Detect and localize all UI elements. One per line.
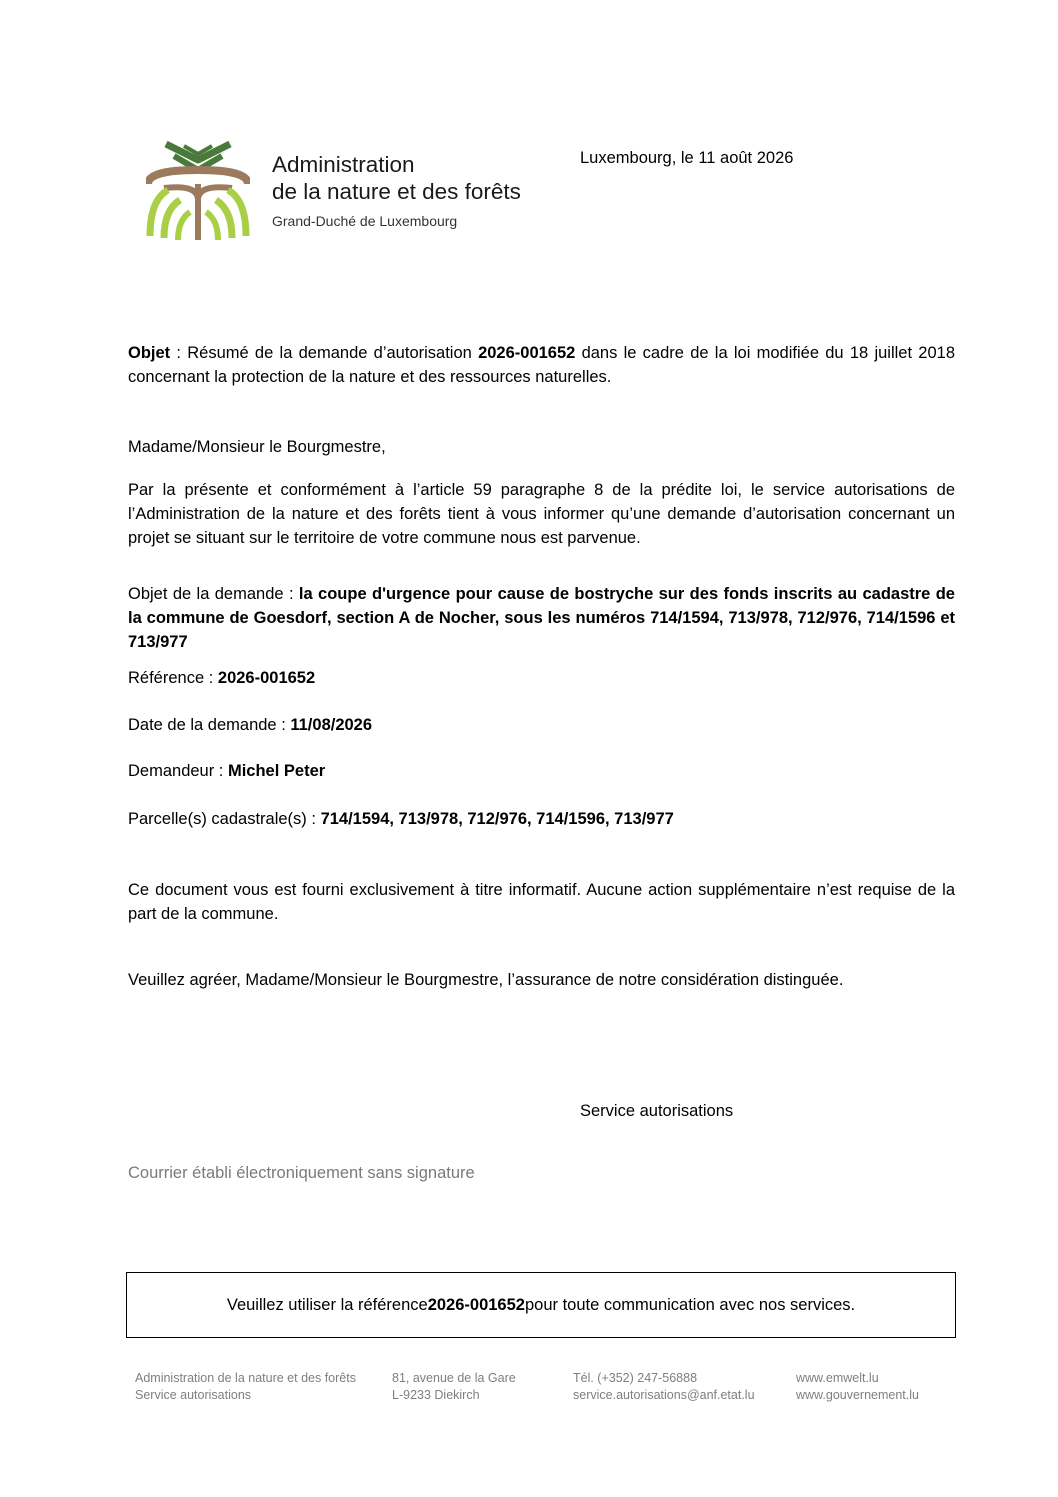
- subject-text-start: Résumé de la demande d’autorisation: [187, 344, 479, 362]
- applicant-value: Michel Peter: [227, 762, 326, 780]
- anf-logo: [146, 140, 250, 244]
- footer-city: L-9233 Diekirch: [392, 1388, 480, 1402]
- reference-label: Référence :: [128, 669, 218, 687]
- reference-value: 2026-001652: [217, 669, 316, 687]
- salutation: Madame/Monsieur le Bourgmestre,: [128, 438, 386, 456]
- reference-line: [128, 666, 955, 690]
- request-date-label: Date de la demande :: [128, 716, 291, 734]
- reference-box-text-start: Veuillez utiliser la référence: [226, 1295, 428, 1314]
- footer-service: Service autorisations: [135, 1388, 252, 1402]
- applicant-label: Demandeur :: [128, 762, 228, 780]
- reference-box-text-end: pour toute communication avec nos services.: [524, 1295, 856, 1314]
- reference-box-ref: 2026-001652: [427, 1295, 525, 1314]
- footer-email[interactable]: service.autorisations@anf.etat.lu: [573, 1388, 755, 1402]
- parcels-value: 714/1594, 713/978, 712/976, 714/1596, 713/977: [320, 810, 674, 828]
- reference-box: [126, 1272, 956, 1338]
- signature-service: Service autorisations: [580, 1102, 734, 1120]
- footer-websites: [796, 1370, 919, 1404]
- request-date-value: 11/08/2026: [290, 716, 373, 734]
- organization-name-line2: de la nature et des forêts: [272, 179, 521, 204]
- footer-phone: Tél. (+352) 247-56888: [573, 1371, 698, 1385]
- anf-logo-graphic: [146, 140, 250, 244]
- footer-address: [392, 1370, 516, 1404]
- parcels-label: Parcelle(s) cadastrale(s) :: [128, 810, 321, 828]
- request-object: [128, 582, 955, 654]
- closing-paragraph: Veuillez agréer, Madame/Monsieur le Bourgmestre, l’assurance de notre considération distinguée.: [128, 971, 844, 989]
- request-date-line: [128, 713, 955, 737]
- unsigned-note: Courrier établi électroniquement sans signature: [128, 1164, 475, 1182]
- organization-name: [272, 151, 521, 205]
- subject-label: Objet: [128, 344, 171, 362]
- subject-separator: :: [170, 344, 188, 362]
- subject-reference: 2026-001652: [478, 344, 576, 362]
- organization-country: Grand-Duché de Luxembourg: [272, 213, 458, 229]
- organization-name-line1: Administration: [272, 152, 415, 177]
- place-date: Luxembourg, le 11 août 2026: [580, 149, 794, 167]
- request-object-value: la coupe d'urgence pour cause de bostryche sur des fonds inscrits au cadastre de la commune de Goesdorf, section A de Nocher, sous les numéros 714/1594, 713/978, 712/976, 714/1596 et 713/977: [128, 585, 955, 651]
- applicant-line: [128, 759, 955, 783]
- intro-paragraph: Par la présente et conformément à l’article 59 paragraphe 8 de la prédite loi, le service autorisations de l’Administration de la nature et des forêts tient à vous informer qu’une demande d’autorisation concernant un projet se situant sur le territoire de votre commune nous est parvenue.: [128, 481, 955, 547]
- footer-org-name: Administration de la nature et des forêts: [135, 1371, 356, 1385]
- info-note-paragraph: Ce document vous est fourni exclusivement à titre informatif. Aucune action supplémentaire n’est requise de la part de la commune.: [128, 881, 955, 923]
- subject-text-end: dans le cadre de la loi modifiée du 18 juillet 2018 concernant la protection de la nature et des ressources naturelles.: [128, 344, 955, 386]
- footer-organization: [135, 1370, 356, 1404]
- footer-website-emwelt[interactable]: www.emwelt.lu: [796, 1371, 879, 1385]
- footer-street: 81, avenue de la Gare: [392, 1371, 516, 1385]
- footer-contact: [573, 1370, 755, 1404]
- parcels-line: [128, 807, 955, 831]
- footer-website-gouvernement[interactable]: www.gouvernement.lu: [796, 1388, 919, 1402]
- subject-paragraph: [128, 341, 955, 389]
- request-object-label: Objet de la demande :: [128, 585, 299, 603]
